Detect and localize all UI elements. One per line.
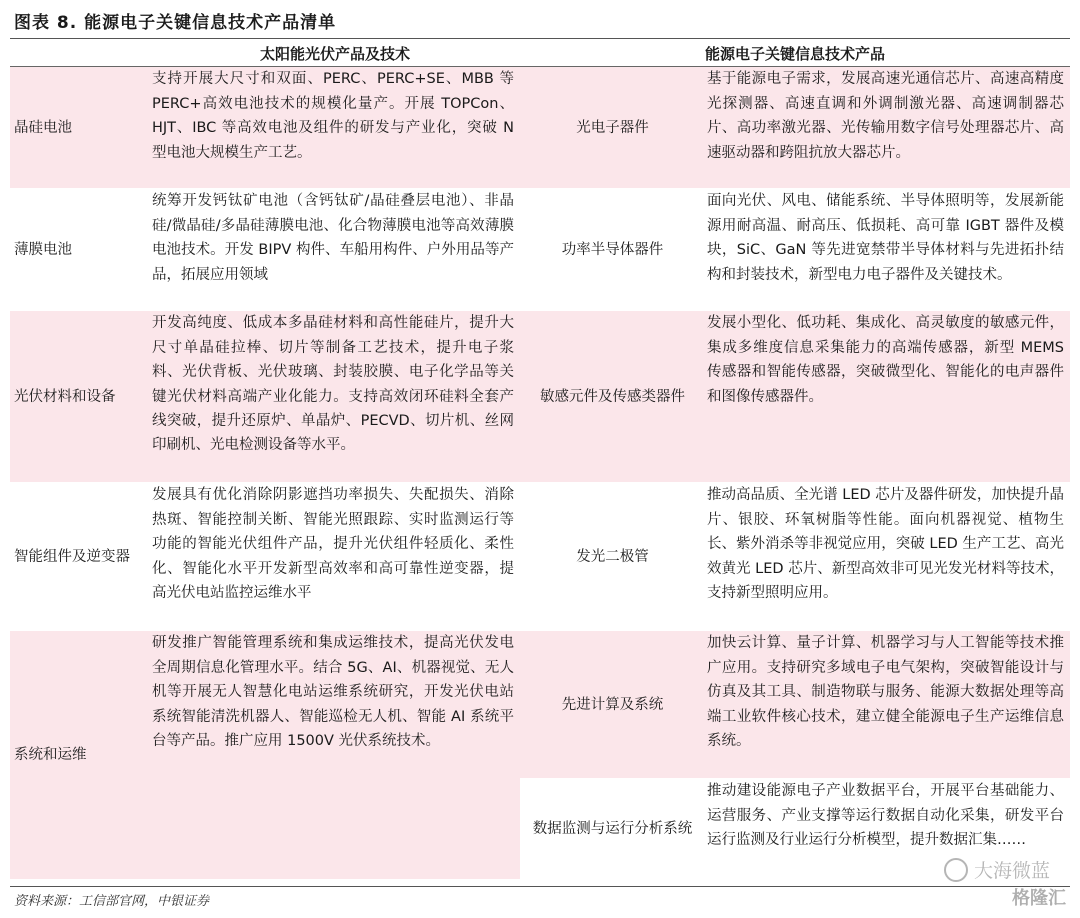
product-cell: 光电子器件: [520, 67, 705, 189]
solar-desc-cell: 开发高纯度、低成本多晶硅材料和高性能硅片，提升大尺寸单晶硅拉棒、切片等制备工艺技术，提升电子浆料、光伏背板、光伏玻璃、封装胶膜、电子化学品等关键光伏材料高端产业化能力。支持高效闭环硅料全套产线突破，提升还原炉、单晶炉、PECVD、切片机、丝网印刷机、光电检测设备等水平。: [150, 311, 520, 483]
product-desc-cell: 加快云计算、量子计算、机器学习与人工智能等技术推广应用。支持研究多域电子电气架构，突破智能设计与仿真及其工具、制造物联与服务、能源大数据处理等高端工业软件核心技术，建立健全能源电子生产运维信息系统。: [705, 631, 1070, 779]
category-cell: 薄膜电池: [10, 189, 150, 311]
product-cell: 数据监测与运行分析系统: [520, 779, 705, 879]
category-cell: 系统和运维: [10, 631, 150, 879]
table-row: [10, 483, 1070, 631]
product-desc-cell: 基于能源电子需求，发展高速光通信芯片、高速高精度光探测器、高速直调和外调制激光器、高速调制器芯片、高功率激光器、光传输用数字信号处理器芯片、高速驱动器和跨阻抗放大器芯片。: [705, 67, 1070, 189]
bottom-rule: [10, 886, 1070, 887]
product-desc-cell: 面向光伏、风电、储能系统、半导体照明等，发展新能源用耐高温、耐高压、低损耗、高可靠 IGBT 器件及模块，SiC、GaN 等先进宽禁带半导体材料与先进拓扑结构和封装技术，新型电力电子器件及关键技术。: [705, 189, 1070, 311]
table-row: [10, 631, 1070, 779]
category-cell: 光伏材料和设备: [10, 311, 150, 483]
table-row: [10, 189, 1070, 311]
product-table: [10, 42, 1070, 879]
watermark-text: 大海微蓝: [973, 860, 1050, 882]
product-desc-cell: 发展小型化、低功耗、集成化、高灵敏度的敏感元件，集成多维度信息采集能力的高端传感器，新型 MEMS 传感器和智能传感器，突破微型化、智能化的电声器件和图像传感器件。: [705, 311, 1070, 483]
product-cell: 发光二极管: [520, 483, 705, 631]
product-desc-cell: 推动建设能源电子产业数据平台，开展平台基础能力、运营服务、产业支撑等运行数据自动化采集，研发平台运行监测及行业运行分析模型，提升数据汇集……: [705, 779, 1070, 879]
category-cell: 智能组件及逆变器: [10, 483, 150, 631]
product-cell: 敏感元件及传感类器件: [520, 311, 705, 483]
watermark-logo: 格隆汇: [1012, 888, 1066, 909]
solar-desc-cell: 研发推广智能管理系统和集成运维技术，提高光伏发电全周期信息化管理水平。结合 5G、AI、机器视觉、无人机等开展无人智慧化电站运维系统研究，开发光伏电站系统智能清洗机器人、智能巡检无人机、智能 AI 系统平台等产品。推广应用 1500V 光伏系统技术。: [150, 631, 520, 879]
figure-title: 图表 8. 能源电子关键信息技术产品清单: [14, 13, 337, 33]
solar-desc-cell: 支持开展大尺寸和双面、PERC、PERC+SE、MBB 等 PERC+高效电池技术的规模化量产。开展 TOPCon、HJT、IBC 等高效电池及组件的研发与产业化，突破 N 型电池大规模生产工艺。: [150, 67, 520, 189]
watermark: [944, 856, 1050, 883]
solar-desc-cell: 发展具有优化消除阴影遮挡功率损失、失配损失、消除热斑、智能控制关断、智能光照跟踪、实时监测运行等功能的智能光伏组件产品，提升光伏组件轻质化、柔性化、智能化水平开发新型高效率和高可靠性逆变器，提高光伏电站监控运维水平: [150, 483, 520, 631]
title-rule: [10, 38, 1070, 39]
header-spacer: [10, 42, 150, 67]
product-cell: 功率半导体器件: [520, 189, 705, 311]
table-row: [10, 311, 1070, 483]
table-row: [10, 67, 1070, 189]
category-cell: 晶硅电池: [10, 67, 150, 189]
source-note: 资料来源：工信部官网，中银证券: [14, 894, 210, 909]
product-cell: 先进计算及系统: [520, 631, 705, 779]
header-solar: 太阳能光伏产品及技术: [150, 42, 520, 67]
solar-desc-cell: 统筹开发钙钛矿电池（含钙钛矿/晶硅叠层电池）、非晶硅/微晶硅/多晶硅薄膜电池、化合物薄膜电池等高效薄膜电池技术。开发 BIPV 构件、车船用构件、户外用品等产品，拓展应用领域: [150, 189, 520, 311]
wechat-icon: [944, 858, 968, 882]
product-desc-cell: 推动高品质、全光谱 LED 芯片及器件研发，加快提升晶片、银胶、环氧树脂等性能。面向机器视觉、植物生长、紫外消杀等非视觉应用，突破 LED 生产工艺、高光效黄光 LED 芯片、新型高效非可见光发光材料等技术，支持新型照明应用。: [705, 483, 1070, 631]
header-electronics: 能源电子关键信息技术产品: [520, 42, 1070, 67]
